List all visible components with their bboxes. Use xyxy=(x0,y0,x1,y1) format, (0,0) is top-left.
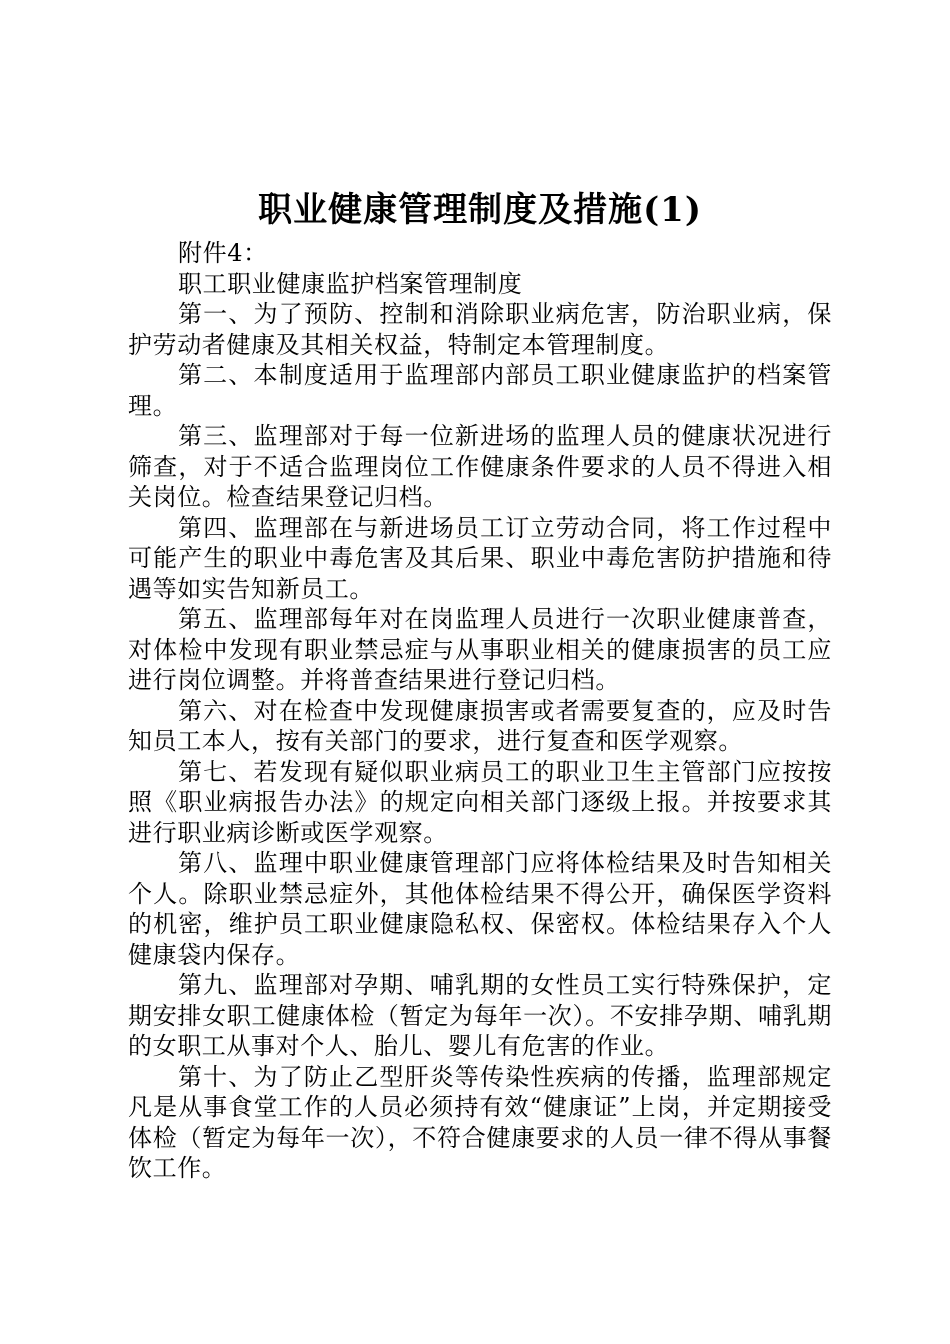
paragraph-article-8: 第八、监理中职业健康管理部门应将体检结果及时告知相关个人。除职业禁忌症外，其他体检结果不得公开，确保医学资料的机密，维护员工职业健康隐私权、保密权。体检结果存入个人健康袋内保存。 xyxy=(128,849,832,969)
paragraph-article-10: 第十、为了防止乙型肝炎等传染性疾病的传播，监理部规定凡是从事食堂工作的人员必须持有效“健康证”上岗，并定期接受体检（暂定为每年一次），不符合健康要求的人员一律不得从事餐饮工作。 xyxy=(128,1062,832,1182)
paragraph-article-1: 第一、为了预防、控制和消除职业病危害，防治职业病，保护劳动者健康及其相关权益，特制定本管理制度。 xyxy=(128,300,832,359)
document-title: 职业健康管理制度及措施(1) xyxy=(258,190,702,230)
paragraph-article-2: 第二、本制度适用于监理部内部员工职业健康监护的档案管理。 xyxy=(128,361,832,420)
paragraph-article-5: 第五、监理部每年对在岗监理人员进行一次职业健康普查，对体检中发现有职业禁忌症与从事职业相关的健康损害的员工应进行岗位调整。并将普查结果进行登记归档。 xyxy=(128,605,832,694)
paragraph-article-9: 第九、监理部对孕期、哺乳期的女性员工实行特殊保护，定期安排女职工健康体检（暂定为每年一次）。不安排孕期、哺乳期的女职工从事对个人、胎儿、婴儿有危害的作业。 xyxy=(128,971,832,1060)
paragraph-article-7: 第七、若发现有疑似职业病员工的职业卫生主管部门应按按照《职业病报告办法》的规定向相关部门逐级上报。并按要求其进行职业病诊断或医学观察。 xyxy=(128,757,832,847)
document-page xyxy=(128,186,832,1184)
paragraph-article-4: 第四、监理部在与新进场员工订立劳动合同，将工作过程中可能产生的职业中毒危害及其后果、职业中毒危害防护措施和待遇等如实告知新员工。 xyxy=(128,513,832,603)
paragraph-attachment: 附件4： xyxy=(178,239,268,267)
paragraph-article-3: 第三、监理部对于每一位新进场的监理人员的健康状况进行筛查，对于不适合监理岗位工作健康条件要求的人员不得进入相关岗位。检查结果登记归档。 xyxy=(128,422,832,511)
paragraph-article-6: 第六、对在检查中发现健康损害或者需要复查的，应及时告知员工本人，按有关部门的要求，进行复查和医学观察。 xyxy=(128,696,832,755)
paragraph-heading: 职工职业健康监护档案管理制度 xyxy=(178,269,523,298)
